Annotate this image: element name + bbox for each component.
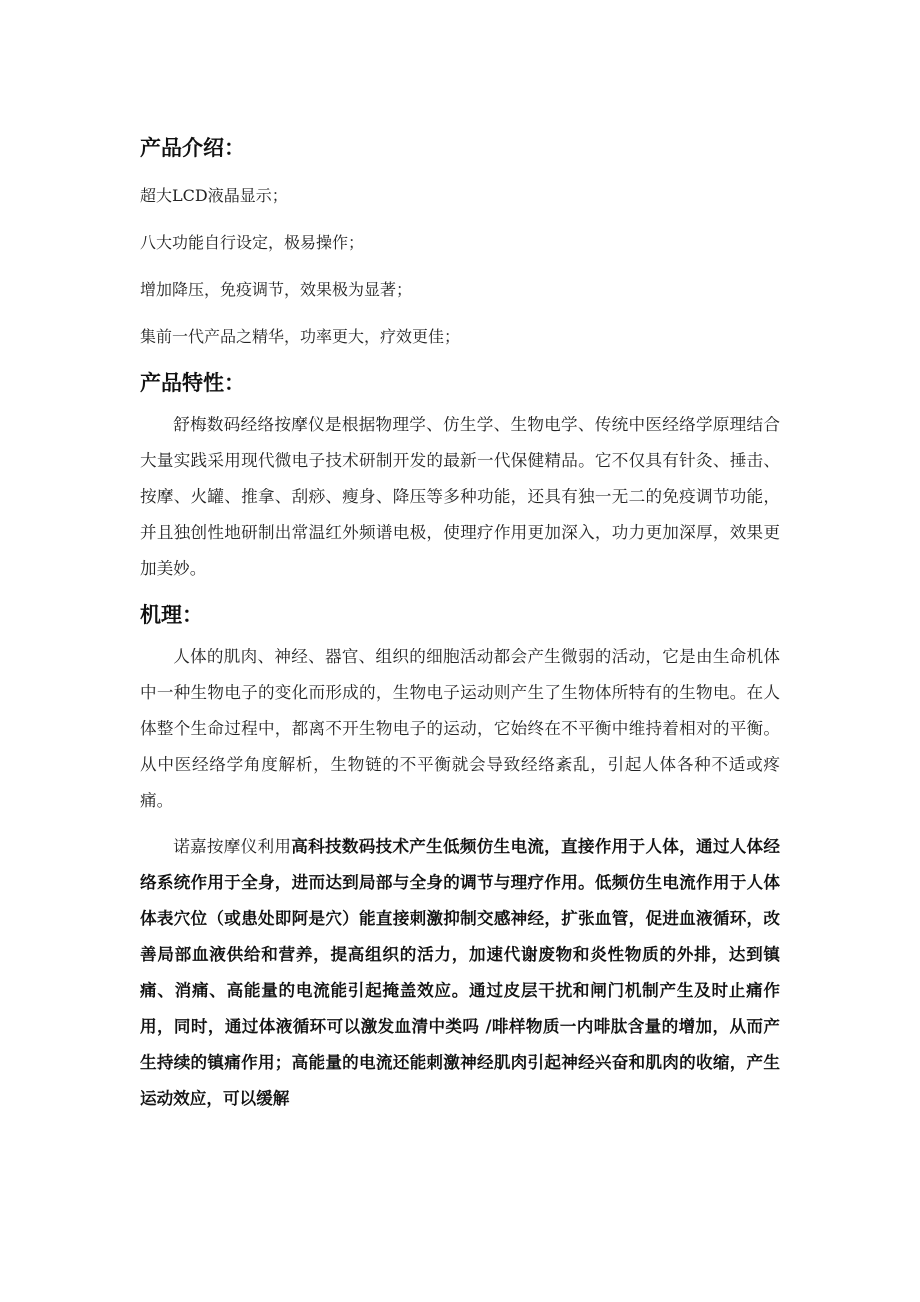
heading-product-intro: 产品介绍：: [140, 136, 245, 160]
intro-item: 超大LCD液晶显示；: [140, 186, 288, 205]
mechanism-paragraph-2-body: 高科技数码技术产生低频仿生电流，直接作用于人体，通过人体经络系统作用于全身，进而达到局部与全身的调节与理疗作用。低频仿生电流作用于人体体表穴位（或患处即阿是穴）能直接刺激抑制交感神经，扩张血管，促进血液循环，改善局部血液供给和营养，提高组织的活力，加速代谢废物和炎性物质的外排，达到镇痛、消痛、高能量的电流能引起掩盖效应。通过皮层干扰和闸门机制产生及时止痛作用，同时，通过体液循环可以激发血清中类吗 /啡样物质一内啡肽含量的增加，从而产生持续的镇痛作用；高能量的电流还能刺激神经肌肉引起神经兴奋和肌肉的收缩，产生运动效应，可以缓解: [140, 837, 781, 1108]
heading-product-features: 产品特性：: [140, 371, 245, 395]
mechanism-paragraph-2-lead: 诺嘉按摩仪利用: [173, 837, 292, 856]
intro-item: 集前一代产品之精华，功率更大，疗效更佳；: [140, 327, 461, 346]
intro-item: 增加降压，免疫调节，效果极为显著；: [140, 280, 413, 299]
features-paragraph: 舒梅数码经络按摩仪是根据物理学、仿生学、生物电学、传统中医经络学原理结合大量实践采用现代微电子技术研制开发的最新一代保健精品。它不仅具有针灸、捶击、按摩、火罐、推拿、刮痧、瘦身、降压等多种功能，还具有独一无二的免疫调节功能，并且独创性地研制出常温红外频谱电极，使理疗作用更加深入，功力更加深厚，效果更加美妙。: [140, 415, 780, 578]
document-body: [140, 130, 780, 1117]
heading-mechanism: 机理：: [140, 603, 203, 627]
intro-item: 八大功能自行设定，极易操作；: [140, 233, 365, 252]
mechanism-paragraph-2: [140, 829, 780, 1117]
mechanism-paragraph-1: 人体的肌肉、神经、器官、组织的细胞活动都会产生微弱的活动，它是由生命机体中一种生物电子的变化而形成的，生物电子运动则产生了生物体所特有的生物电。在人体整个生命过程中，都离不开生物电子的运动，它始终在不平衡中维持着相对的平衡。从中医经络学角度解析，生物链的不平衡就会导致经络紊乱，引起人体各种不适或疼痛。: [140, 647, 780, 810]
